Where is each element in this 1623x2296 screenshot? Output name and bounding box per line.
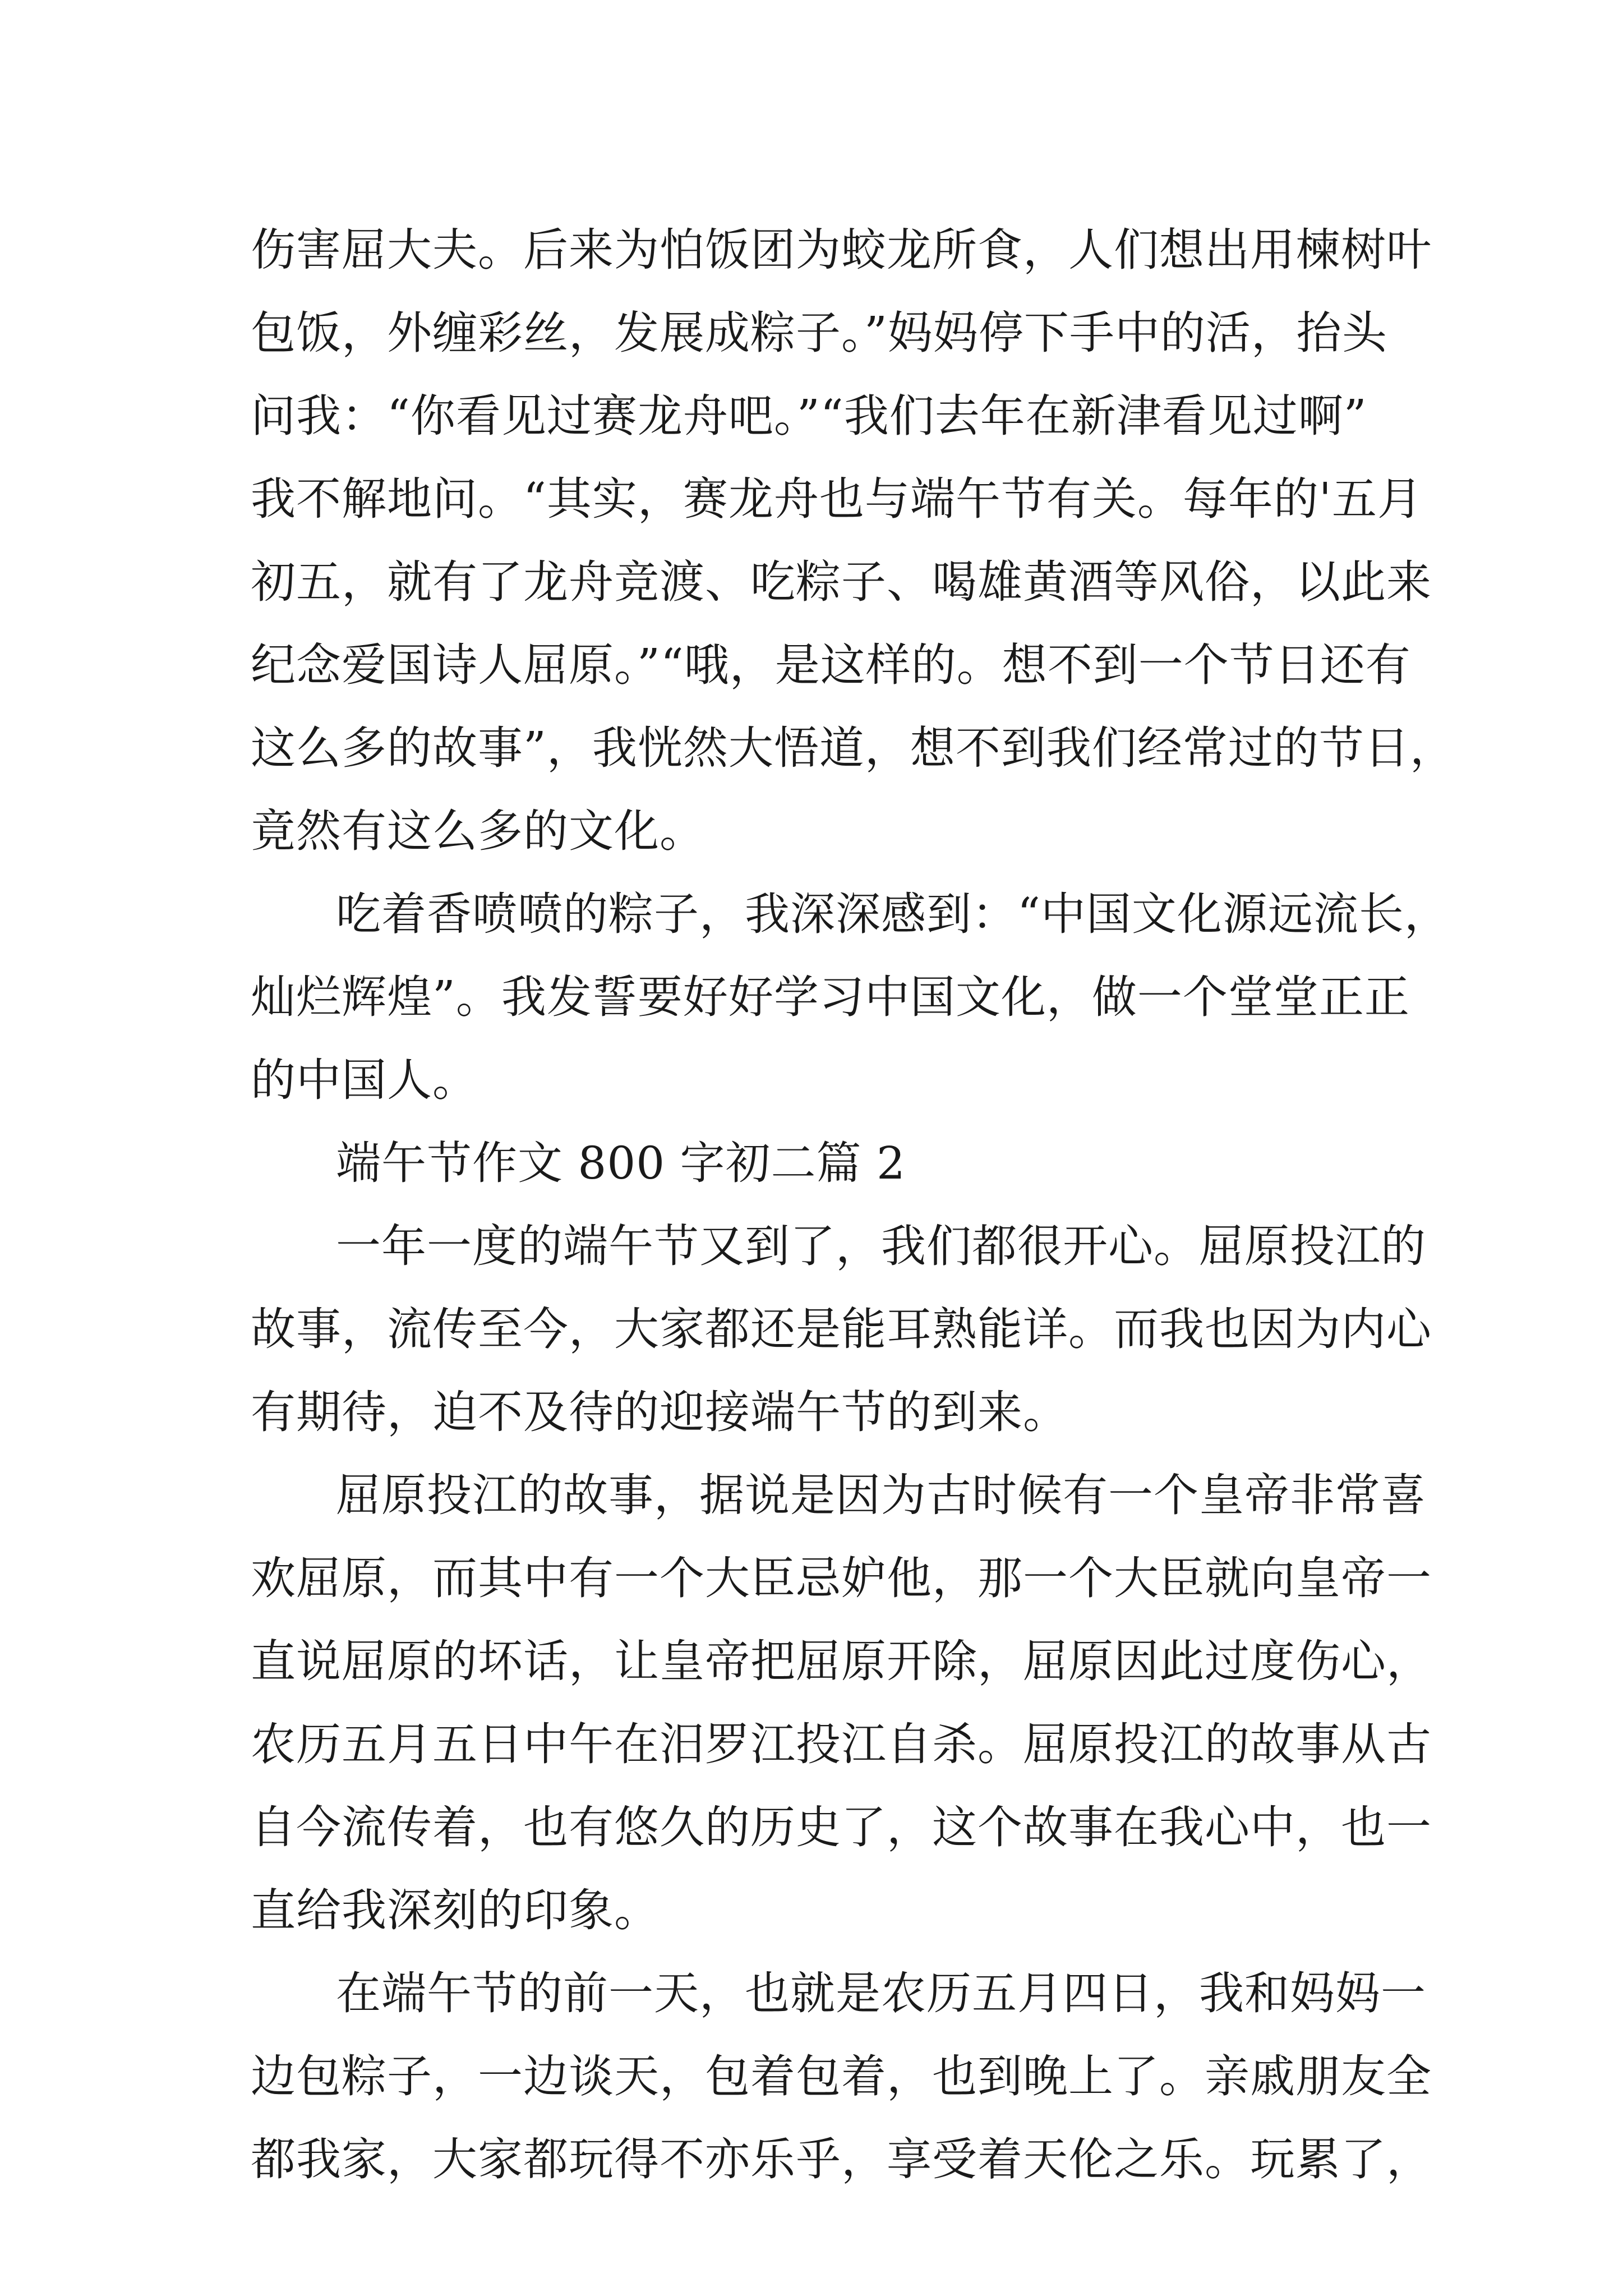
text-line: 我不解地问。“其实，赛龙舟也与端午节有关。每年的'五月 [251,473,1423,525]
text-line: 边包粽子，一边谈天，包着包着，也到晚上了。亲戚朋友全 [251,2050,1432,2102]
text-line: 一年一度的端午节又到了，我们都很开心。屈原投江的 [336,1220,1426,1272]
text-line: 农历五月五日中午在汨罗江投江自杀。屈原投江的故事从古 [251,1718,1432,1770]
text-line: 纪念爱国诗人屈原。”“哦，是这样的。想不到一个节日还有 [251,639,1411,691]
text-line: 包饭，外缠彩丝，发展成粽子。”妈妈停下手中的活，抬头 [251,307,1387,359]
text-line: 端午节作文 800 字初二篇 2 [336,1137,906,1189]
text-line: 吃着香喷喷的粽子，我深深感到：“中国文化源远流长， [336,888,1450,940]
text-line: 在端午节的前一天，也就是农历五月四日，我和妈妈一 [336,1967,1426,2019]
text-line: 伤害屈大夫。后来为怕饭团为蛟龙所食，人们想出用楝树叶 [251,224,1432,276]
text-line: 欢屈原，而其中有一个大臣忌妒他，那一个大臣就向皇帝一 [251,1552,1432,1604]
text-line: 初五，就有了龙舟竞渡、吃粽子、喝雄黄酒等风俗，以此来 [251,556,1432,608]
text-line: 直说屈原的坏话，让皇帝把屈原开除，屈原因此过度伤心， [251,1635,1432,1687]
text-line: 这么多的故事”，我恍然大悟道，想不到我们经常过的节日， [251,722,1455,774]
text-line: 自今流传着，也有悠久的历史了，这个故事在我心中，也一 [251,1801,1432,1853]
text-line: 灿烂辉煌”。我发誓要好好学习中国文化，做一个堂堂正正 [251,971,1410,1023]
text-line: 竟然有这么多的文化。 [251,805,705,857]
text-line: 有期待，迫不及待的迎接端午节的到来。 [251,1386,1068,1438]
text-line: 故事，流传至今，大家都还是能耳熟能详。而我也因为内心 [251,1303,1432,1355]
text-line: 问我：“你看见过赛龙舟吧。”“我们去年在新津看见过啊” [251,390,1367,442]
text-line: 的中国人。 [251,1054,478,1106]
text-line: 直给我深刻的印象。 [251,1884,660,1936]
document-body [251,209,1455,2201]
text-line: 都我家，大家都玩得不亦乐乎，享受着天伦之乐。玩累了， [251,2133,1432,2185]
text-line: 屈原投江的故事，据说是因为古时候有一个皇帝非常喜 [336,1469,1426,1521]
